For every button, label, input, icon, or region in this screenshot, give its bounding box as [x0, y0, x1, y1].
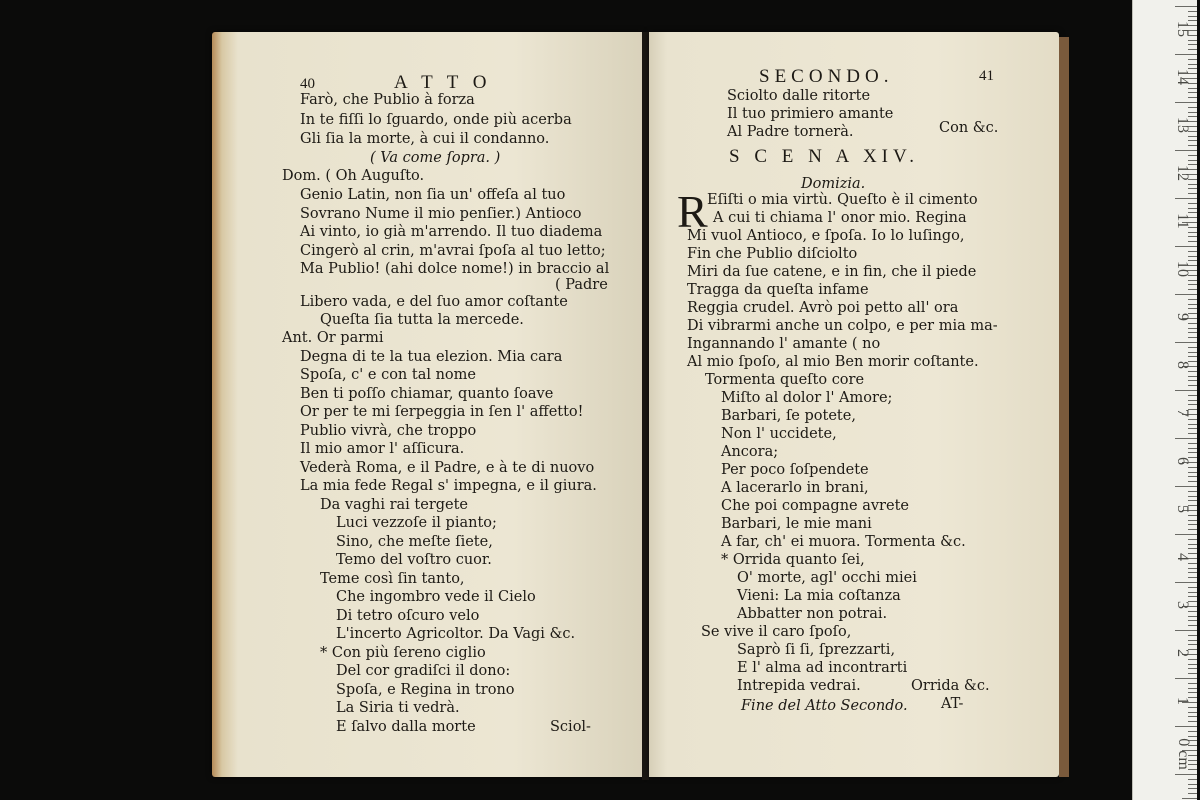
ruler-tick — [1188, 208, 1197, 209]
stage-direction: ( Va come ſopra. ) — [370, 150, 501, 166]
text-line: Ben ti poſſo chiamar, quanto ſoave — [300, 386, 554, 402]
ruler-tick — [1175, 6, 1197, 7]
ruler-tick — [1188, 716, 1197, 717]
aria-line: Saprò ſi ſi, ſprezzarti, — [737, 642, 896, 658]
ruler-tick — [1175, 150, 1197, 151]
ruler-tick — [1188, 788, 1197, 789]
text-line: Reggia crudel. Avrò poi petto all' ora — [687, 300, 959, 316]
ruler-number: 10 — [1174, 261, 1191, 277]
aria-line: Vieni: La mia coſtanza — [737, 588, 901, 604]
ruler-tick — [1188, 481, 1197, 482]
running-head: A T T O — [394, 72, 492, 93]
speaker-name: Domizia. — [801, 176, 866, 192]
text-line: Miri da ſue catene, e in fin, che il piede — [687, 264, 977, 280]
ruler-tick — [1188, 203, 1197, 204]
catchword: Sciol- — [550, 719, 591, 735]
ruler-tick — [1188, 476, 1197, 477]
ruler-number: 8 — [1174, 361, 1191, 369]
aria-line: Ancora; — [721, 444, 779, 460]
scene-heading: S C E N A XIV. — [729, 146, 920, 167]
text-line: La mia fede Regal s' impegna, e il giura. — [300, 478, 597, 494]
ruler-tick — [1182, 798, 1197, 799]
aria-line: Sino, che meſte ſiete, — [336, 534, 493, 550]
ruler-number: 15 — [1174, 21, 1191, 37]
ruler-tick — [1188, 64, 1197, 65]
ruler-tick — [1188, 112, 1197, 113]
ruler-tick — [1188, 241, 1197, 242]
ruler-tick — [1175, 726, 1197, 727]
ruler-tick — [1188, 160, 1197, 161]
ruler-tick — [1188, 448, 1197, 449]
text-line: Tragga da queſta infame — [687, 282, 869, 298]
ruler-tick — [1188, 155, 1197, 156]
text-line: Cingerò al crin, m'avrai ſpoſa al tuo letto; — [300, 243, 606, 259]
ruler-number: 11 — [1174, 213, 1191, 229]
ruler-number: 6 — [1174, 457, 1191, 465]
aria-line: Spoſa, e Regina in trono — [336, 682, 515, 698]
ruler-tick — [1175, 294, 1197, 295]
ruler-tick — [1188, 779, 1197, 780]
ruler-tick — [1188, 289, 1197, 290]
ruler-number: 7 — [1174, 409, 1191, 417]
aria-line: Che poi compagne avrete — [721, 498, 909, 514]
ruler-tick — [1188, 625, 1197, 626]
open-book — [212, 32, 1062, 780]
ruler-tick — [1188, 577, 1197, 578]
ruler-tick — [1188, 16, 1197, 17]
ruler-tick — [1188, 592, 1197, 593]
ruler-tick — [1175, 774, 1197, 775]
ruler-tick — [1188, 400, 1197, 401]
aria-line: Per poco ſoſpendete — [721, 462, 869, 478]
aria-line: E ſalvo dalla morte — [336, 719, 476, 735]
text-line: A cui ti chiama l' onor mio. Regina — [713, 210, 967, 226]
ruler-tick — [1188, 529, 1197, 530]
ruler-tick — [1188, 524, 1197, 525]
aria-line: Da vaghi rai tergete — [320, 497, 469, 513]
ruler-tick — [1188, 59, 1197, 60]
ruler-tick — [1188, 347, 1197, 348]
ruler-tick — [1175, 438, 1197, 439]
page-number: 41 — [979, 68, 994, 84]
text-line: Queſta ſia tutta la mercede. — [320, 312, 524, 328]
text-line: In te fiſſi lo ſguardo, onde più acerba — [300, 112, 572, 128]
text-line: Libero vada, e del ſuo amor coſtante — [300, 294, 568, 310]
aria-line: O' morte, agl' occhi miei — [737, 570, 917, 586]
ruler-number: 2 — [1174, 649, 1191, 657]
speaker-line: Dom. ( Oh Auguſto. — [282, 168, 425, 184]
ruler-tick — [1188, 49, 1197, 50]
catchword: AT- — [941, 696, 964, 712]
text-line: Al Padre tornerà. — [727, 124, 854, 140]
speaker-line: Ant. Or parmi — [282, 330, 384, 346]
aria-line: A lacerarlo in brani, — [721, 480, 869, 496]
aria-line: A far, ch' ei muora. Tormenta &c. — [721, 534, 966, 550]
text-line: Mi vuol Antioco, e ſpoſa. Io lo luſingo, — [687, 228, 965, 244]
aria-line: Barbari, ſe potete, — [721, 408, 856, 424]
ruler-tick — [1188, 668, 1197, 669]
ruler-tick — [1188, 635, 1197, 636]
ruler-tick — [1188, 385, 1197, 386]
ruler-number: 9 — [1174, 313, 1191, 321]
text-line: Publio vivrà, che troppo — [300, 423, 477, 439]
text-line: Degna di te la tua elezion. Mia cara — [300, 349, 563, 365]
ruler-tick — [1188, 491, 1197, 492]
aria-line: Di tetro oſcuro velo — [336, 608, 480, 624]
aria-line: Abbatter non potrai. — [737, 606, 888, 622]
aria-line: Orrida &c. — [911, 678, 990, 694]
left-page — [212, 32, 642, 777]
ruler-tick — [1188, 587, 1197, 588]
text-line: Al mio ſpoſo, al mio Ben morir coſtante. — [687, 354, 979, 370]
ruler-tick — [1175, 486, 1197, 487]
aria-line: Non l' uccidete, — [721, 426, 837, 442]
right-page — [649, 32, 1059, 777]
text-line: Gli ſia la morte, à cui il condanno. — [300, 131, 550, 147]
aria-line: Teme così ſin tanto, — [320, 571, 465, 587]
text-line: Ai vinto, io già m'arrendo. Il tuo diadema — [300, 224, 603, 240]
text-line: Spoſa, c' e con tal nome — [300, 367, 476, 383]
ruler-tick — [1188, 11, 1197, 12]
ruler-tick — [1188, 433, 1197, 434]
aria-line: Intrepida vedrai. — [737, 678, 861, 694]
ruler-tick — [1188, 428, 1197, 429]
ruler-number: 4 — [1174, 553, 1191, 561]
aria-line: E l' alma ad incontrarti — [737, 660, 908, 676]
aria-line: Del cor gradiſci il dono: — [336, 663, 511, 679]
ruler-tick — [1188, 107, 1197, 108]
ruler-number: 14 — [1174, 69, 1191, 85]
text-line: Il tuo primiero amante — [727, 106, 894, 122]
ruler-tick — [1188, 395, 1197, 396]
aria-line: * Orrida quanto ſei, — [721, 552, 865, 568]
text-line: Fin che Publio diſciolto — [687, 246, 858, 262]
text-line: Ma Publio! (ahi dolce nome!) in braccio al — [300, 261, 610, 277]
ruler-tick — [1188, 572, 1197, 573]
ruler-tick — [1175, 54, 1197, 55]
text-line: Or per te mi ſerpeggia in ſen l' affetto! — [300, 404, 584, 420]
text-line: Con &c. — [939, 120, 999, 136]
text-line: Eſiſti o mia virtù. Queſto è il cimento — [707, 192, 978, 208]
ruler-tick — [1188, 44, 1197, 45]
aria-line: Temo del voſtro cuor. — [336, 552, 492, 568]
text-line: Sovrano Nume il mio penſier.) Antioco — [300, 206, 582, 222]
ruler-tick — [1188, 784, 1197, 785]
ruler-tick — [1188, 299, 1197, 300]
page-number: 40 — [300, 76, 315, 92]
ruler-number: 13 — [1174, 117, 1191, 133]
text-line: Farò, che Publio à forza — [300, 92, 475, 108]
ruler-number: 3 — [1174, 601, 1191, 609]
ruler-tick — [1188, 140, 1197, 141]
ruler-tick — [1188, 304, 1197, 305]
ruler-tick — [1188, 332, 1197, 333]
ruler-tick — [1175, 102, 1197, 103]
ruler-tick — [1175, 534, 1197, 535]
ruler-tick — [1188, 193, 1197, 194]
ruler-number: 5 — [1174, 505, 1191, 513]
ruler-tick — [1188, 256, 1197, 257]
ruler-number: 12 — [1174, 165, 1191, 181]
ruler-tick — [1188, 721, 1197, 722]
ruler-tick — [1188, 337, 1197, 338]
aria-line: Luci vezzoſe il pianto; — [336, 515, 497, 531]
ruler-tick — [1188, 92, 1197, 93]
aria-line: Tormenta queſto core — [705, 372, 865, 388]
ruler-tick — [1175, 246, 1197, 247]
ruler-tick — [1175, 198, 1197, 199]
ruler-tick — [1188, 688, 1197, 689]
act-end-line: Fine del Atto Secondo. — [741, 698, 908, 714]
ruler-number: 1 — [1174, 697, 1191, 705]
ruler-tick — [1188, 640, 1197, 641]
measuring-ruler — [1132, 0, 1197, 800]
text-line: Vederà Roma, e il Padre, e à te di nuovo — [300, 460, 595, 476]
ruler-tick — [1188, 544, 1197, 545]
ruler-tick — [1188, 683, 1197, 684]
ruler-tick — [1188, 620, 1197, 621]
aria-line: La Siria ti vedrà. — [336, 700, 460, 716]
page-edge — [1059, 37, 1069, 777]
running-head: SECONDO. — [759, 66, 894, 87]
aria-line: * Con più ſereno ciglio — [320, 645, 486, 661]
text-line: Il mio amor l' aſſicura. — [300, 441, 465, 457]
ruler-tick — [1188, 793, 1197, 794]
aria-line: Miſto al dolor l' Amore; — [721, 390, 893, 406]
ruler-tick — [1188, 539, 1197, 540]
ruler-tick — [1188, 97, 1197, 98]
aria-line: L'incerto Agricoltor. Da Vagi &c. — [336, 626, 576, 642]
ruler-tick — [1188, 380, 1197, 381]
aria-line: Che ingombro vede il Cielo — [336, 589, 536, 605]
drop-capital: R — [677, 186, 708, 237]
ruler-tick — [1188, 145, 1197, 146]
book-gutter — [642, 32, 649, 780]
ruler-tick — [1188, 284, 1197, 285]
text-line: Ingannando l' amante ( no — [687, 336, 881, 352]
ruler-tick — [1175, 630, 1197, 631]
ruler-tick — [1188, 236, 1197, 237]
ruler-tick — [1175, 678, 1197, 679]
text-line: ( Padre — [555, 277, 608, 293]
ruler-tick — [1188, 496, 1197, 497]
ruler-tick — [1188, 352, 1197, 353]
ruler-tick — [1175, 390, 1197, 391]
ruler-tick — [1188, 188, 1197, 189]
ruler-number: 0 cm — [1175, 738, 1192, 770]
text-line: Genio Latin, non ſia un' offeſa al tuo — [300, 187, 566, 203]
ruler-tick — [1175, 582, 1197, 583]
ruler-tick — [1188, 443, 1197, 444]
aria-line: Se vive il caro ſpoſo, — [701, 624, 852, 640]
ruler-tick — [1188, 251, 1197, 252]
aria-line: Barbari, le mie mani — [721, 516, 872, 532]
ruler-tick — [1188, 731, 1197, 732]
text-line: Di vibrarmi anche un colpo, e per mia ma- — [687, 318, 998, 334]
text-line: Sciolto dalle ritorte — [727, 88, 871, 104]
ruler-tick — [1175, 342, 1197, 343]
ruler-tick — [1188, 673, 1197, 674]
